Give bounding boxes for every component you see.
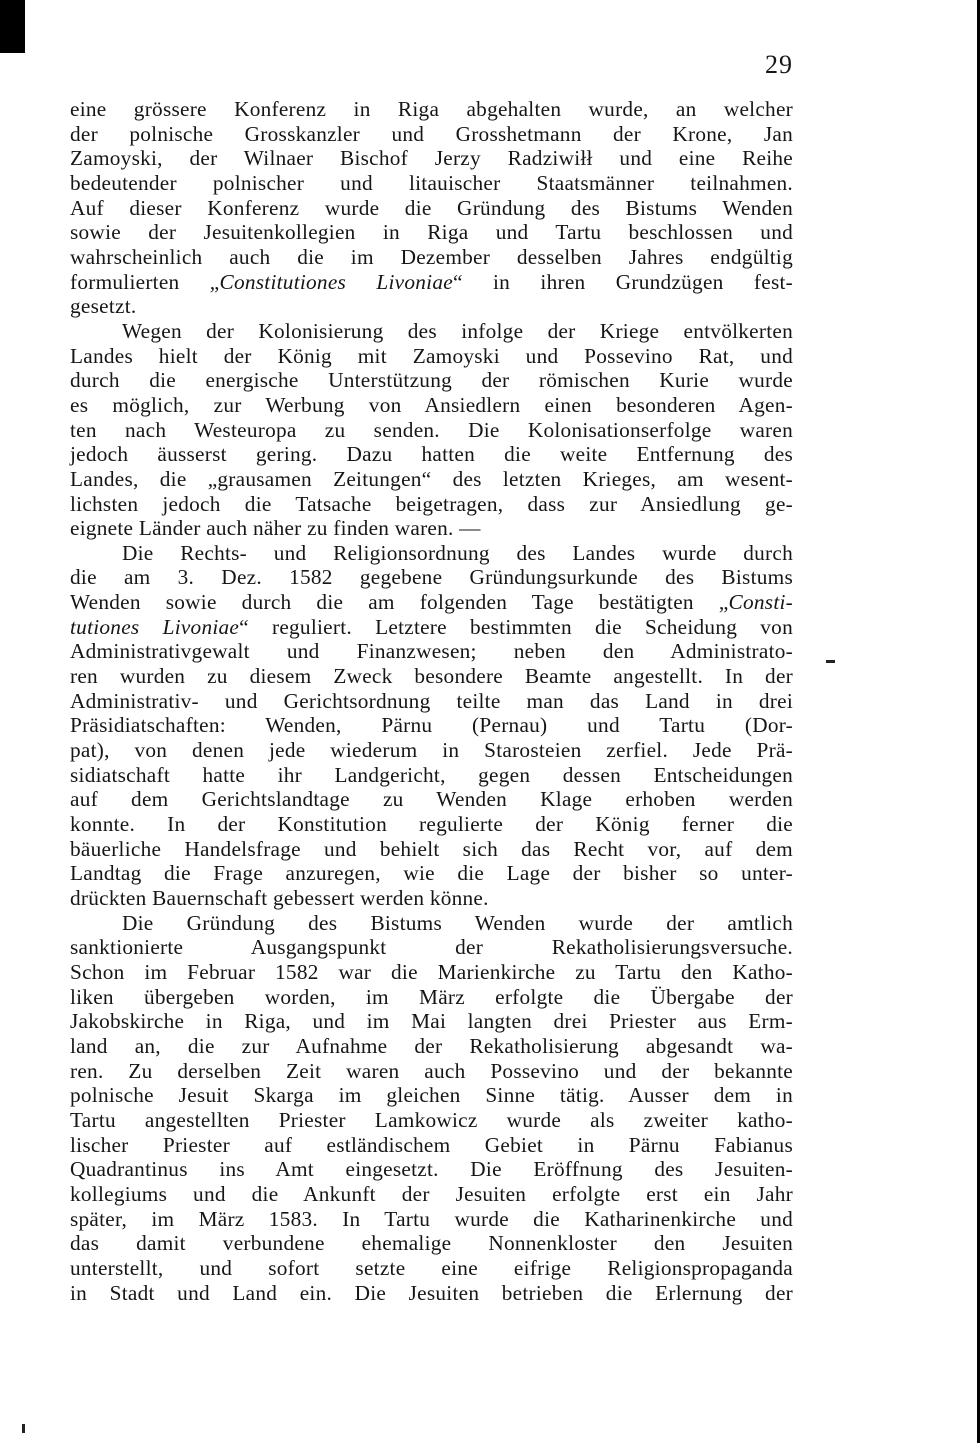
text-line-13 — [70, 393, 793, 418]
body-text: polnische Jesuit Skarga im gleichen Sinne tätig. Ausser dem in — [70, 1083, 793, 1108]
body-text: sanktionierte Ausgangspunkt der Rekatholisierungsversuche. — [70, 935, 793, 960]
body-text: Schon im Februar 1582 war die Marienkirche zu Tartu den Katho- — [70, 959, 793, 984]
text-line-37 — [70, 985, 793, 1010]
text-line-47 — [70, 1231, 793, 1256]
text-line-15 — [70, 442, 793, 467]
body-text: kollegiums und die Ankunft der Jesuiten erfolgte erst ein Jahr — [70, 1181, 793, 1206]
text-line-44 — [70, 1157, 793, 1182]
body-text: Jakobskirche in Riga, und im Mai langten drei Priester aus Erm- — [70, 1009, 793, 1034]
body-text: “ reguliert. Letztere bestimmten die Scheidung von — [239, 614, 793, 639]
text-line-11 — [70, 344, 793, 369]
text-line-34 — [70, 911, 793, 936]
text-line-23 — [70, 639, 793, 664]
text-line-3 — [70, 146, 793, 171]
body-text: es möglich, zur Werbung von Ansiedlern einen besonderen Agen- — [70, 392, 793, 417]
scan-artifact-bottom-tick — [22, 1424, 25, 1433]
text-line-28 — [70, 763, 793, 788]
body-text: Zamoyski, der Wilnaer Bischof Jerzy Radziwiłł und eine Reihe — [70, 146, 793, 171]
body-text: Die Gründung des Bistums Wenden wurde der amtlich — [122, 910, 793, 935]
text-line-5 — [70, 196, 793, 221]
text-line-43 — [70, 1133, 793, 1158]
text-line-9 — [70, 294, 793, 319]
text-line-30 — [70, 812, 793, 837]
body-text: formulierten „ — [70, 269, 220, 294]
text-line-42 — [70, 1108, 793, 1133]
text-block — [70, 97, 793, 1305]
body-text: Die Rechts- und Religionsordnung des Landes wurde durch — [122, 540, 793, 565]
body-text: drückten Bauernschaft gebessert werden könne. — [70, 886, 489, 910]
body-text: bedeutender polnischer und litauischer Staatsmänner teilnahmen. — [70, 170, 793, 195]
body-text: das damit verbundene ehemalige Nonnenkloster den Jesuiten — [70, 1231, 793, 1256]
italic-text: Constitutiones Livoniae — [219, 269, 453, 294]
text-line-31 — [70, 837, 793, 862]
text-line-27 — [70, 738, 793, 763]
text-line-46 — [70, 1207, 793, 1232]
text-line-26 — [70, 713, 793, 738]
body-text: Administrativgewalt und Finanzwesen; neben den Administrato- — [70, 639, 793, 664]
body-text: ren wurden zu diesem Zweck besondere Beamte angestellt. In der — [70, 664, 793, 689]
text-line-39 — [70, 1034, 793, 1059]
body-text: bäuerliche Handelsfrage und behielt sich das Recht vor, auf dem — [70, 836, 793, 861]
body-text: eignete Länder auch näher zu finden waren. — — [70, 516, 481, 541]
body-text: liken übergeben worden, im März erfolgte die Übergabe der — [70, 984, 793, 1009]
text-line-4 — [70, 171, 793, 196]
text-line-40 — [70, 1059, 793, 1084]
body-text: Landes hielt der König mit Zamoyski und Possevino Rat, und — [70, 343, 793, 368]
body-text: die am 3. Dez. 1582 gegebene Gründungsurkunde des Bistums — [70, 565, 793, 590]
body-text: Landtag die Frage anzuregen, wie die Lage der bisher so unter- — [70, 861, 793, 886]
text-line-10 — [70, 319, 793, 344]
body-text: lichsten jedoch die Tatsache beigetragen, dass zur Ansiedlung ge- — [70, 491, 793, 516]
body-text: ren. Zu derselben Zeit waren auch Possevino und der bekannte — [70, 1058, 793, 1083]
scan-artifact-corner-block — [0, 0, 25, 53]
body-text: sowie der Jesuitenkollegien in Riga und Tartu beschlossen und — [70, 220, 793, 245]
text-line-20 — [70, 565, 793, 590]
text-line-22 — [70, 615, 793, 640]
body-text: Wenden sowie durch die am folgenden Tage bestätigten „ — [70, 590, 729, 615]
body-text: Tartu angestellten Priester Lamkowicz wurde als zweiter katho- — [70, 1107, 793, 1132]
text-line-49 — [70, 1281, 793, 1306]
body-text: der polnische Grosskanzler und Grosshetmann der Krone, Jan — [70, 121, 793, 146]
text-line-32 — [70, 861, 793, 886]
text-line-48 — [70, 1256, 793, 1281]
body-text: konnte. In der Konstitution regulierte der König ferner die — [70, 812, 793, 837]
text-line-6 — [70, 220, 793, 245]
text-line-41 — [70, 1083, 793, 1108]
text-line-36 — [70, 960, 793, 985]
text-line-2 — [70, 122, 793, 147]
text-line-1 — [70, 97, 793, 122]
text-line-29 — [70, 787, 793, 812]
text-line-8 — [70, 270, 793, 295]
body-text: ten nach Westeuropa zu senden. Die Kolonisationserfolge waren — [70, 417, 793, 442]
text-line-16 — [70, 467, 793, 492]
body-text: durch die energische Unterstützung der römischen Kurie wurde — [70, 368, 793, 393]
text-line-45 — [70, 1182, 793, 1207]
text-line-12 — [70, 368, 793, 393]
italic-text: tutiones Livoniae — [70, 614, 240, 639]
italic-text: Consti- — [728, 590, 793, 615]
text-line-21 — [70, 590, 793, 615]
text-line-7 — [70, 245, 793, 270]
body-text: später, im März 1583. In Tartu wurde die Katharinenkirche und — [70, 1206, 793, 1231]
body-text: “ in ihren Grundzügen fest- — [452, 269, 793, 294]
body-text: unterstellt, und sofort setzte eine eifrige Religionspropaganda — [70, 1255, 793, 1280]
body-text: pat), von denen jede wiederum in Starosteien zerfiel. Jede Prä- — [70, 738, 793, 763]
text-line-33 — [70, 886, 793, 911]
text-line-18 — [70, 516, 793, 541]
body-text: auf dem Gerichtslandtage zu Wenden Klage erhoben werden — [70, 787, 793, 812]
text-line-35 — [70, 935, 793, 960]
body-text: Wegen der Kolonisierung des infolge der Kriege entvölkerten — [122, 318, 793, 343]
body-text: wahrscheinlich auch die im Dezember desselben Jahres endgültig — [70, 244, 793, 269]
body-text: Quadrantinus ins Amt eingesetzt. Die Eröffnung des Jesuiten- — [70, 1157, 793, 1182]
scan-artifact-margin-dash — [826, 660, 835, 663]
body-text: Landes, die „grausamen Zeitungen“ des letzten Krieges, am wesent- — [70, 466, 793, 491]
body-text: lischer Priester auf estländischem Gebiet in Pärnu Fabianus — [70, 1132, 793, 1157]
text-line-24 — [70, 664, 793, 689]
text-line-17 — [70, 492, 793, 517]
body-text: Administrativ- und Gerichtsordnung teilte man das Land in drei — [70, 688, 793, 713]
body-text: gesetzt. — [70, 294, 137, 319]
body-text: Präsidiatschaften: Wenden, Pärnu (Pernau) und Tartu (Dor- — [70, 713, 793, 738]
body-text: sidiatschaft hatte ihr Landgericht, gegen dessen Entscheidungen — [70, 762, 793, 787]
body-text: land an, die zur Aufnahme der Rekatholisierung abgesandt wa- — [70, 1033, 793, 1058]
text-line-19 — [70, 541, 793, 566]
page-number: 29 — [765, 50, 793, 79]
body-text: jedoch äusserst gering. Dazu hatten die weite Entfernung des — [70, 442, 793, 467]
body-text: Auf dieser Konferenz wurde die Gründung des Bistums Wenden — [70, 195, 793, 220]
body-text: in Stadt und Land ein. Die Jesuiten betrieben die Erlernung der — [70, 1280, 793, 1305]
body-text: eine grössere Konferenz in Riga abgehalten wurde, an welcher — [70, 97, 793, 121]
text-line-38 — [70, 1009, 793, 1034]
text-line-14 — [70, 418, 793, 443]
text-line-25 — [70, 689, 793, 714]
